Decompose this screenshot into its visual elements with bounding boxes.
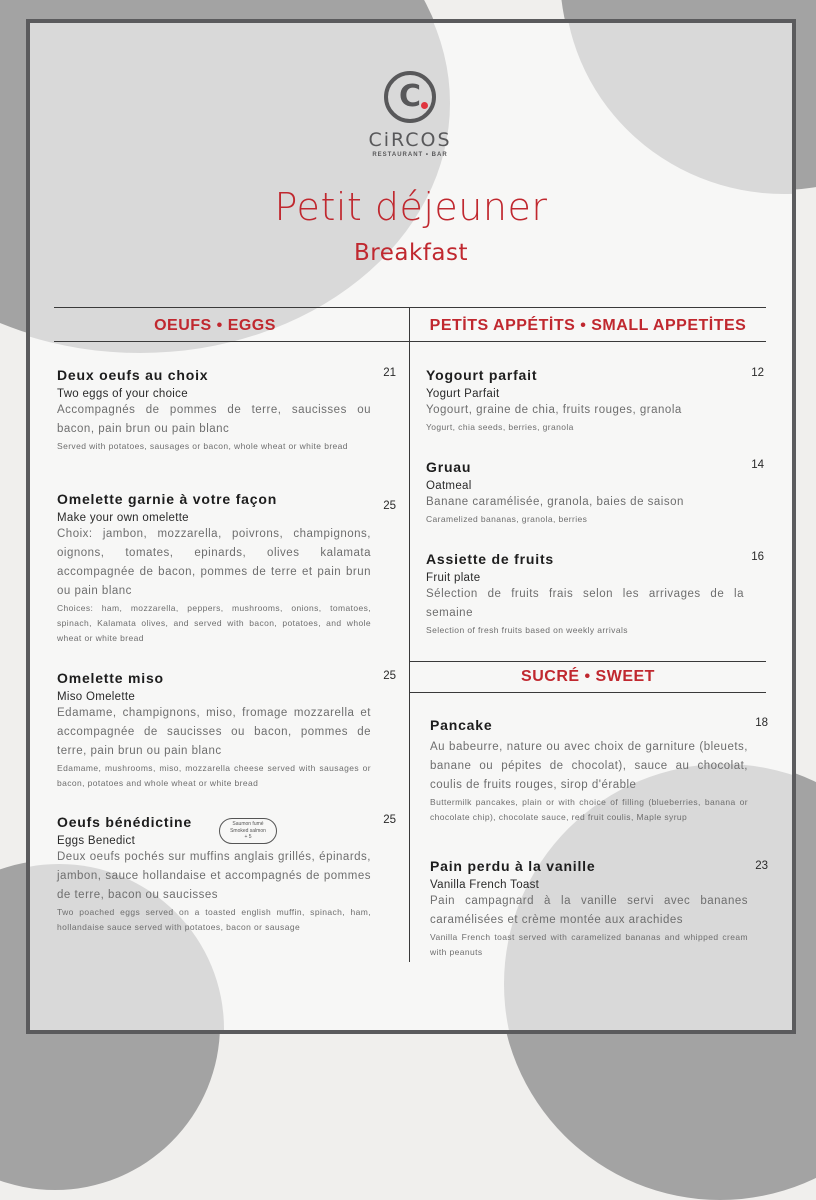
item-subtitle: Fruit plate [426,572,481,584]
menu-item [430,858,748,960]
menu-item [426,367,744,435]
item-name: Yogourt parfait [426,367,538,383]
item-description-fr: Banane caramélisée, granola, baies de saison [426,496,684,508]
item-description-en: Yogurt, chia seeds, berries, granola [426,422,574,432]
item-description-fr: Au babeurre, nature ou avec choix de garniture (bleuets, banane ou pépites de chocolat), sauce au chocolat, coulis de fruits rouges, sirop d'érable [430,741,748,791]
item-description-fr: Yogourt, graine de chia, fruits rouges, granola [426,404,682,416]
logo-dot [421,102,428,109]
item-subtitle: Yogurt Parfait [426,388,500,400]
item-price: 23 [755,860,768,872]
item-description-en: Served with potatoes, sausages or bacon, whole wheat or white bread [57,441,348,451]
item-price: 16 [751,551,764,563]
inner-shape-top-right [564,19,796,194]
item-name: Deux oeufs au choix [57,367,209,383]
item-description-fr: Sélection de fruits frais selon les arrivages de la semaine [426,588,744,619]
menu-item [57,367,371,454]
item-description-en: Two poached eggs served on a toasted english muffin, spinach, ham, hollandaise sauce served with potatoes, bacon or sausage [57,907,371,932]
item-price: 25 [383,500,396,512]
item-price: 12 [751,367,764,379]
item-description-fr: Edamame, champignons, miso, fromage mozzarella et accompagnée de saucisses ou bacon, pommes de terre, pain brun ou pain blanc [57,707,371,757]
item-description-fr: Pain campagnard à la vanille servi avec bananes caramélisées et crème montée aux arachides [430,895,748,926]
item-price: 21 [383,367,396,379]
item-description-en: Edamame, mushrooms, miso, mozzarella cheese served with sausages or bacon, potatoes and whole wheat or white bread [57,763,371,788]
item-description-en: Selection of fresh fruits based on weekly arrivals [426,625,628,635]
section-title-sweet: SUCRÉ • SWEET [521,668,655,685]
item-name: Pancake [430,717,493,733]
item-price: 25 [383,814,396,826]
page-title-en: Breakfast [354,240,468,266]
logo-letter: C [398,79,422,114]
menu-item [57,814,371,935]
item-description-fr: Deux oeufs pochés sur muffins anglais grillés, épinards, jambon, sauce hollandaise et accompagnés de pommes de terre, bacon ou saucisses [57,851,371,901]
item-description-en: Vanilla French toast served with caramelized bananas and whipped cream with peanuts [430,932,748,957]
item-subtitle: Two eggs of your choice [57,388,188,400]
divider-top [54,307,766,308]
item-name: Gruau [426,459,472,475]
item-price: 18 [755,717,768,729]
item-description-en: Buttermilk pancakes, plain or with choice of filling (blueberries, banana or chocolate chip), chocolate sauce, red fruit coulis, Maple syrup [430,797,748,822]
item-name: Omelette miso [57,670,164,686]
item-subtitle: Vanilla French Toast [430,879,540,891]
item-description-fr: Choix: jambon, mozzarella, poivrons, champignons, oignons, tomates, epinards, olives kalamata accompagnée de bacon, pommes de terre et pain brun ou pain blanc [57,528,371,597]
item-subtitle: Miso Omelette [57,691,136,703]
divider-section-header [54,341,766,342]
menu-item [426,551,744,638]
divider-column [409,307,410,962]
page-title-fr: Petit déjeuner [274,185,548,229]
item-subtitle: Make your own omelette [57,512,189,524]
section-title-small-appetites: PETİTS APPÉTİTS • SMALL APPETİTES [429,317,747,334]
item-description-en: Choices: ham, mozzarella, peppers, mushrooms, onions, tomatoes, spinach, Kalamata olives, and served with bacon, potatoes, and whole wheat or white bread [57,603,371,643]
item-description-en: Caramelized bananas, granola, berries [426,514,588,524]
divider-sweet-top [409,661,766,662]
item-price: 14 [751,459,764,471]
item-price: 25 [383,670,396,682]
item-name: Assiette de fruits [426,551,554,567]
item-name: Oeufs bénédictine [57,814,192,830]
item-name: Omelette garnie à votre façon [57,491,278,507]
salmon-option-badge [219,818,277,844]
badge-price: + 5 [244,834,252,840]
menu-item [430,717,748,825]
section-title-eggs: OEUFS • EGGS [154,317,276,334]
divider-sweet-bottom [409,692,766,693]
item-subtitle: Eggs Benedict [57,835,136,847]
menu-page [26,19,796,1034]
badge-line-fr: Saumon fumé [232,821,264,827]
item-description-fr: Accompagnés de pommes de terre, saucisses ou bacon, pain brun ou pain blanc [57,404,371,435]
menu-item [57,491,371,646]
item-subtitle: Oatmeal [426,480,472,492]
restaurant-name: CiRCOS [368,129,452,151]
menu-item [426,459,744,527]
restaurant-tagline: RESTAURANT • BAR [372,152,448,158]
badge-line-en: Smoked salmon [230,827,266,834]
menu-item [57,670,371,791]
item-name: Pain perdu à la vanille [430,858,596,874]
